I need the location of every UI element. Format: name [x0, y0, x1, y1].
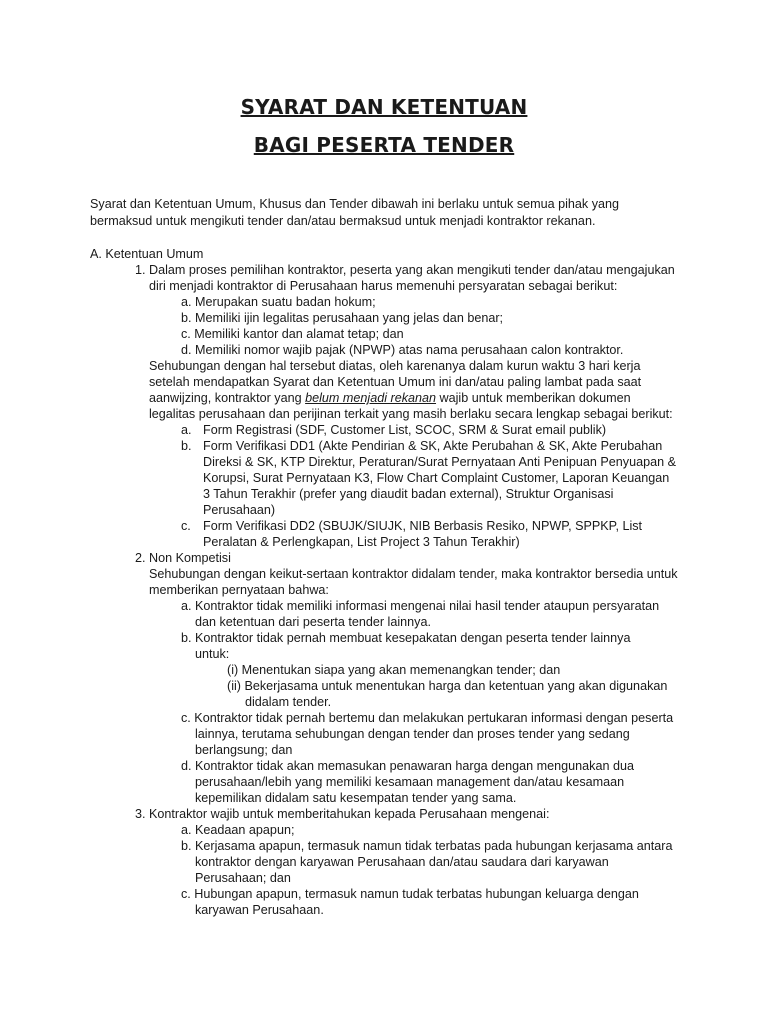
intro-line: Syarat dan Ketentuan Umum, Khusus dan Tender dibawah ini berlaku untuk semua pihak yang [90, 197, 620, 211]
item2-c: berlangsung; dan [195, 743, 293, 757]
item3-c: c. Hubungan apapun, termasuk namun tudak terbatas hubungan keluarga dengan [181, 887, 639, 901]
item2-intro: Sehubungan dengan keikut-sertaan kontraktor didalam tender, maka kontraktor bersedia untuk [149, 567, 678, 581]
document-title-line1: SYARAT DAN KETENTUAN [240, 95, 528, 119]
item1-sub: c. Memiliki kantor dan alamat tetap; dan [181, 327, 404, 341]
form-item-a: Form Registrasi (SDF, Customer List, SCOC, SRM & Surat email publik) [203, 423, 607, 437]
form-item-b: Korupsi, Surat Pernyataan K3, Flow Chart Complaint Customer, Laporan Keuangan [203, 471, 670, 485]
item3-heading: 3. Kontraktor wajib untuk memberitahukan kepada Perusahaan mengenai: [135, 807, 550, 821]
item3-b: b. Kerjasama apapun, termasuk namun tidak terbatas pada hubungan kerjasama antara [181, 839, 673, 853]
item2-b-i: (i) Menentukan siapa yang akan memenangkan tender; dan [227, 663, 561, 677]
item3-b: kontraktor dengan karyawan Perusahaan dan/atau saudara dari karyawan [195, 855, 609, 869]
item2-a: dan ketentuan dari peserta tender lainnya. [195, 615, 431, 629]
form-item-b: Form Verifikasi DD1 (Akte Pendirian & SK, Akte Perubahan & SK, Akte Perubahan [203, 439, 663, 453]
form-item-c: Form Verifikasi DD2 (SBUJK/SIUJK, NIB Berbasis Resiko, NPWP, SPPKP, List [203, 519, 643, 533]
item3-c: karyawan Perusahaan. [195, 903, 324, 917]
section-a-heading: A. Ketentuan Umum [90, 247, 204, 261]
form-item-b: 3 Tahun Terakhir (prefer yang diaudit badan external), Struktur Organisasi [203, 487, 614, 501]
form-marker: b. [181, 439, 192, 453]
form-item-c: Peralatan & Perlengkapan, List Project 3 Tahun Terakhir) [203, 535, 520, 549]
underlined-phrase: belum menjadi rekanan [305, 391, 437, 405]
para-text-post: wajib untuk memberikan dokumen [436, 391, 631, 405]
item1-sub: a. Merupakan suatu badan hokum; [181, 295, 376, 309]
para-text-pre: aanwijzing, kontraktor yang [149, 391, 306, 405]
form-marker: a. [181, 423, 192, 437]
item2-intro: memberikan pernyataan bahwa: [149, 583, 329, 597]
item2-d: d. Kontraktor tidak akan memasukan penawaran harga dengan mengunakan dua [181, 759, 634, 773]
item3-a: a. Keadaan apapun; [181, 823, 295, 837]
item2-c: c. Kontraktor tidak pernah bertemu dan melakukan pertukaran informasi dengan peserta [181, 711, 674, 725]
document-title-line2: BAGI PESERTA TENDER [253, 133, 515, 157]
item2-c: lainnya, terutama sehubungan dengan tender dan proses tender yang sedang [195, 727, 630, 741]
item2-heading: 2. Non Kompetisi [135, 551, 231, 565]
item3-b: Perusahaan; dan [195, 871, 291, 885]
item2-b-ii: (ii) Bekerjasama untuk menentukan harga dan ketentuan yang akan digunakan [227, 679, 668, 693]
intro-line: bermaksud untuk mengikuti tender dan/atau bermaksud untuk menjadi kontraktor rekanan. [90, 214, 596, 228]
item2-d: kepemilikan didalam satu kesempatan tender yang sama. [195, 791, 517, 805]
item2-b: untuk: [195, 647, 230, 661]
item2-b: b. Kontraktor tidak pernah membuat kesepakatan dengan peserta tender lainnya [181, 631, 631, 645]
item1-para: setelah mendapatkan Syarat dan Ketentuan Umum ini dan/atau paling lambat pada saat [149, 375, 642, 389]
form-item-b: Direksi & SK, KTP Direktur, Peraturan/Surat Pernyataan Anti Penipuan Penyuapan & [203, 455, 676, 469]
item2-b-ii: didalam tender. [245, 695, 332, 709]
item2-a: a. Kontraktor tidak memiliki informasi mengenai nilai hasil tender ataupun persyaratan [181, 599, 660, 613]
item1-para: legalitas perusahaan dan perijinan terkait yang masih berlaku secara lengkap sebagai berikut: [149, 407, 673, 421]
item1-line: diri menjadi kontraktor di Perusahaan harus memenuhi persyaratan sebagai berikut: [149, 279, 618, 293]
item1-para [149, 390, 631, 406]
form-marker: c. [181, 519, 191, 533]
item1-para: Sehubungan dengan hal tersebut diatas, oleh karenanya dalam kurun waktu 3 hari kerja [149, 359, 641, 373]
form-item-b: Perusahaan) [203, 503, 276, 517]
item1-line: 1. Dalam proses pemilihan kontraktor, peserta yang akan mengikuti tender dan/atau mengajukan [135, 263, 675, 277]
item2-d: perusahaan/lebih yang memiliki kesamaan management dan/atau kesamaan [195, 775, 625, 789]
item1-sub: b. Memiliki ijin legalitas perusahaan yang jelas dan benar; [181, 311, 504, 325]
item1-sub: d. Memiliki nomor wajib pajak (NPWP) atas nama perusahaan calon kontraktor. [181, 343, 624, 357]
